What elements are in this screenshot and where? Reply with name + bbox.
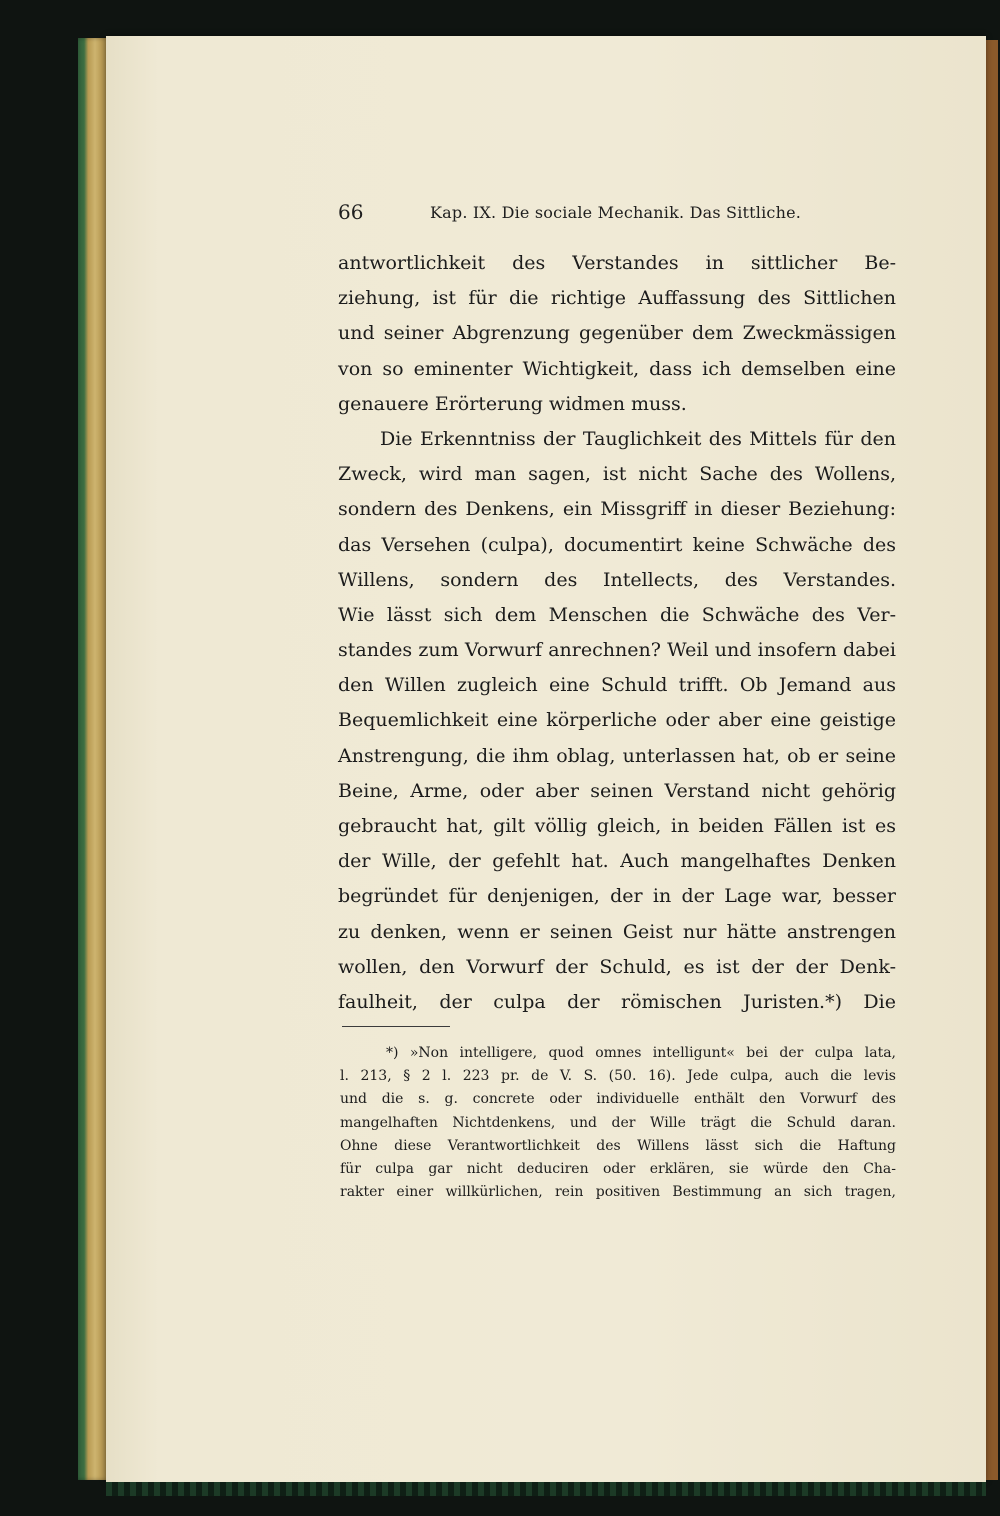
body-line: Beine, Arme, oder aber seinen Verstand nicht gehörig xyxy=(338,779,896,802)
body-line: zu denken, wenn er seinen Geist nur hätte anstrengen xyxy=(338,920,896,943)
footnote-line: *) »Non intelligere, quod omnes intelligunt« bei der culpa lata, xyxy=(386,1045,896,1061)
body-line: und seiner Abgrenzung gegenüber dem Zweckmässigen xyxy=(338,322,896,345)
body-line: Zweck, wird man sagen, ist nicht Sache des Wollens, xyxy=(338,463,896,486)
body-line: ziehung, ist für die richtige Auffassung des Sittlichen xyxy=(338,287,896,310)
book-cover-edge xyxy=(986,40,998,1480)
body-line: Bequemlichkeit eine körperliche oder aber eine geistige xyxy=(338,709,896,732)
footnote-line: rakter einer willkürlichen, rein positiven Bestimmung an sich tragen, xyxy=(340,1184,896,1201)
book-binding-band xyxy=(106,1482,986,1496)
body-line: Die Erkenntniss der Tauglichkeit des Mittels für den xyxy=(380,427,896,450)
body-line: der Wille, der gefehlt hat. Auch mangelhaftes Denken xyxy=(338,850,896,873)
footnotes xyxy=(340,1042,896,1204)
footnote-line: und die s. g. concrete oder individuelle enthält den Vorwurf des xyxy=(340,1091,896,1108)
footnote-separator xyxy=(342,1026,450,1027)
body-line: begründet für denjenigen, der in der Lage war, besser xyxy=(338,885,896,908)
body-line: wollen, den Vorwurf der Schuld, es ist der der Denk- xyxy=(338,955,896,978)
running-title: Kap. IX. Die sociale Mechanik. Das Sittliche. xyxy=(430,203,802,222)
body-line: gebraucht hat, gilt völlig gleich, in beiden Fällen ist es xyxy=(338,815,896,837)
body-line: sondern des Denkens, ein Missgriff in dieser Beziehung: xyxy=(338,498,896,521)
body-line: standes zum Vorwurf anrechnen? Weil und insofern dabei xyxy=(338,639,896,662)
body-line: das Versehen (culpa), documentirt keine Schwäche des xyxy=(338,533,896,556)
footnote-line: mangelhaften Nichtdenkens, und der Wille trägt die Schuld daran. xyxy=(340,1114,896,1131)
body-line: antwortlichkeit des Verstandes in sittlicher Be- xyxy=(338,252,896,274)
body-line: Willens, sondern des Intellects, des Verstandes. xyxy=(338,568,896,591)
footnote-line: l. 213, § 2 l. 223 pr. de V. S. (50. 16). Jede culpa, auch die levis xyxy=(340,1068,896,1085)
footnote-line: Ohne diese Verantwortlichkeit des Willens lässt sich die Haftung xyxy=(340,1137,896,1154)
body-line: Wie lässt sich dem Menschen die Schwäche des Ver- xyxy=(338,603,896,626)
body-line: faulheit, der culpa der römischen Juristen.*) Die xyxy=(338,990,896,1013)
body-line: Anstrengung, die ihm oblag, unterlassen hat, ob er seine xyxy=(338,744,896,767)
body-text xyxy=(338,246,896,1020)
page-number: 66 xyxy=(338,200,364,224)
running-head xyxy=(338,200,898,228)
body-line: den Willen zugleich eine Schuld trifft. Ob Jemand aus xyxy=(338,674,896,697)
body-line: genauere Erörterung widmen muss. xyxy=(338,392,687,415)
body-line: von so eminenter Wichtigkeit, dass ich demselben eine xyxy=(338,357,896,380)
footnote-line: für culpa gar nicht deduciren oder erklären, sie würde den Cha- xyxy=(340,1160,896,1177)
